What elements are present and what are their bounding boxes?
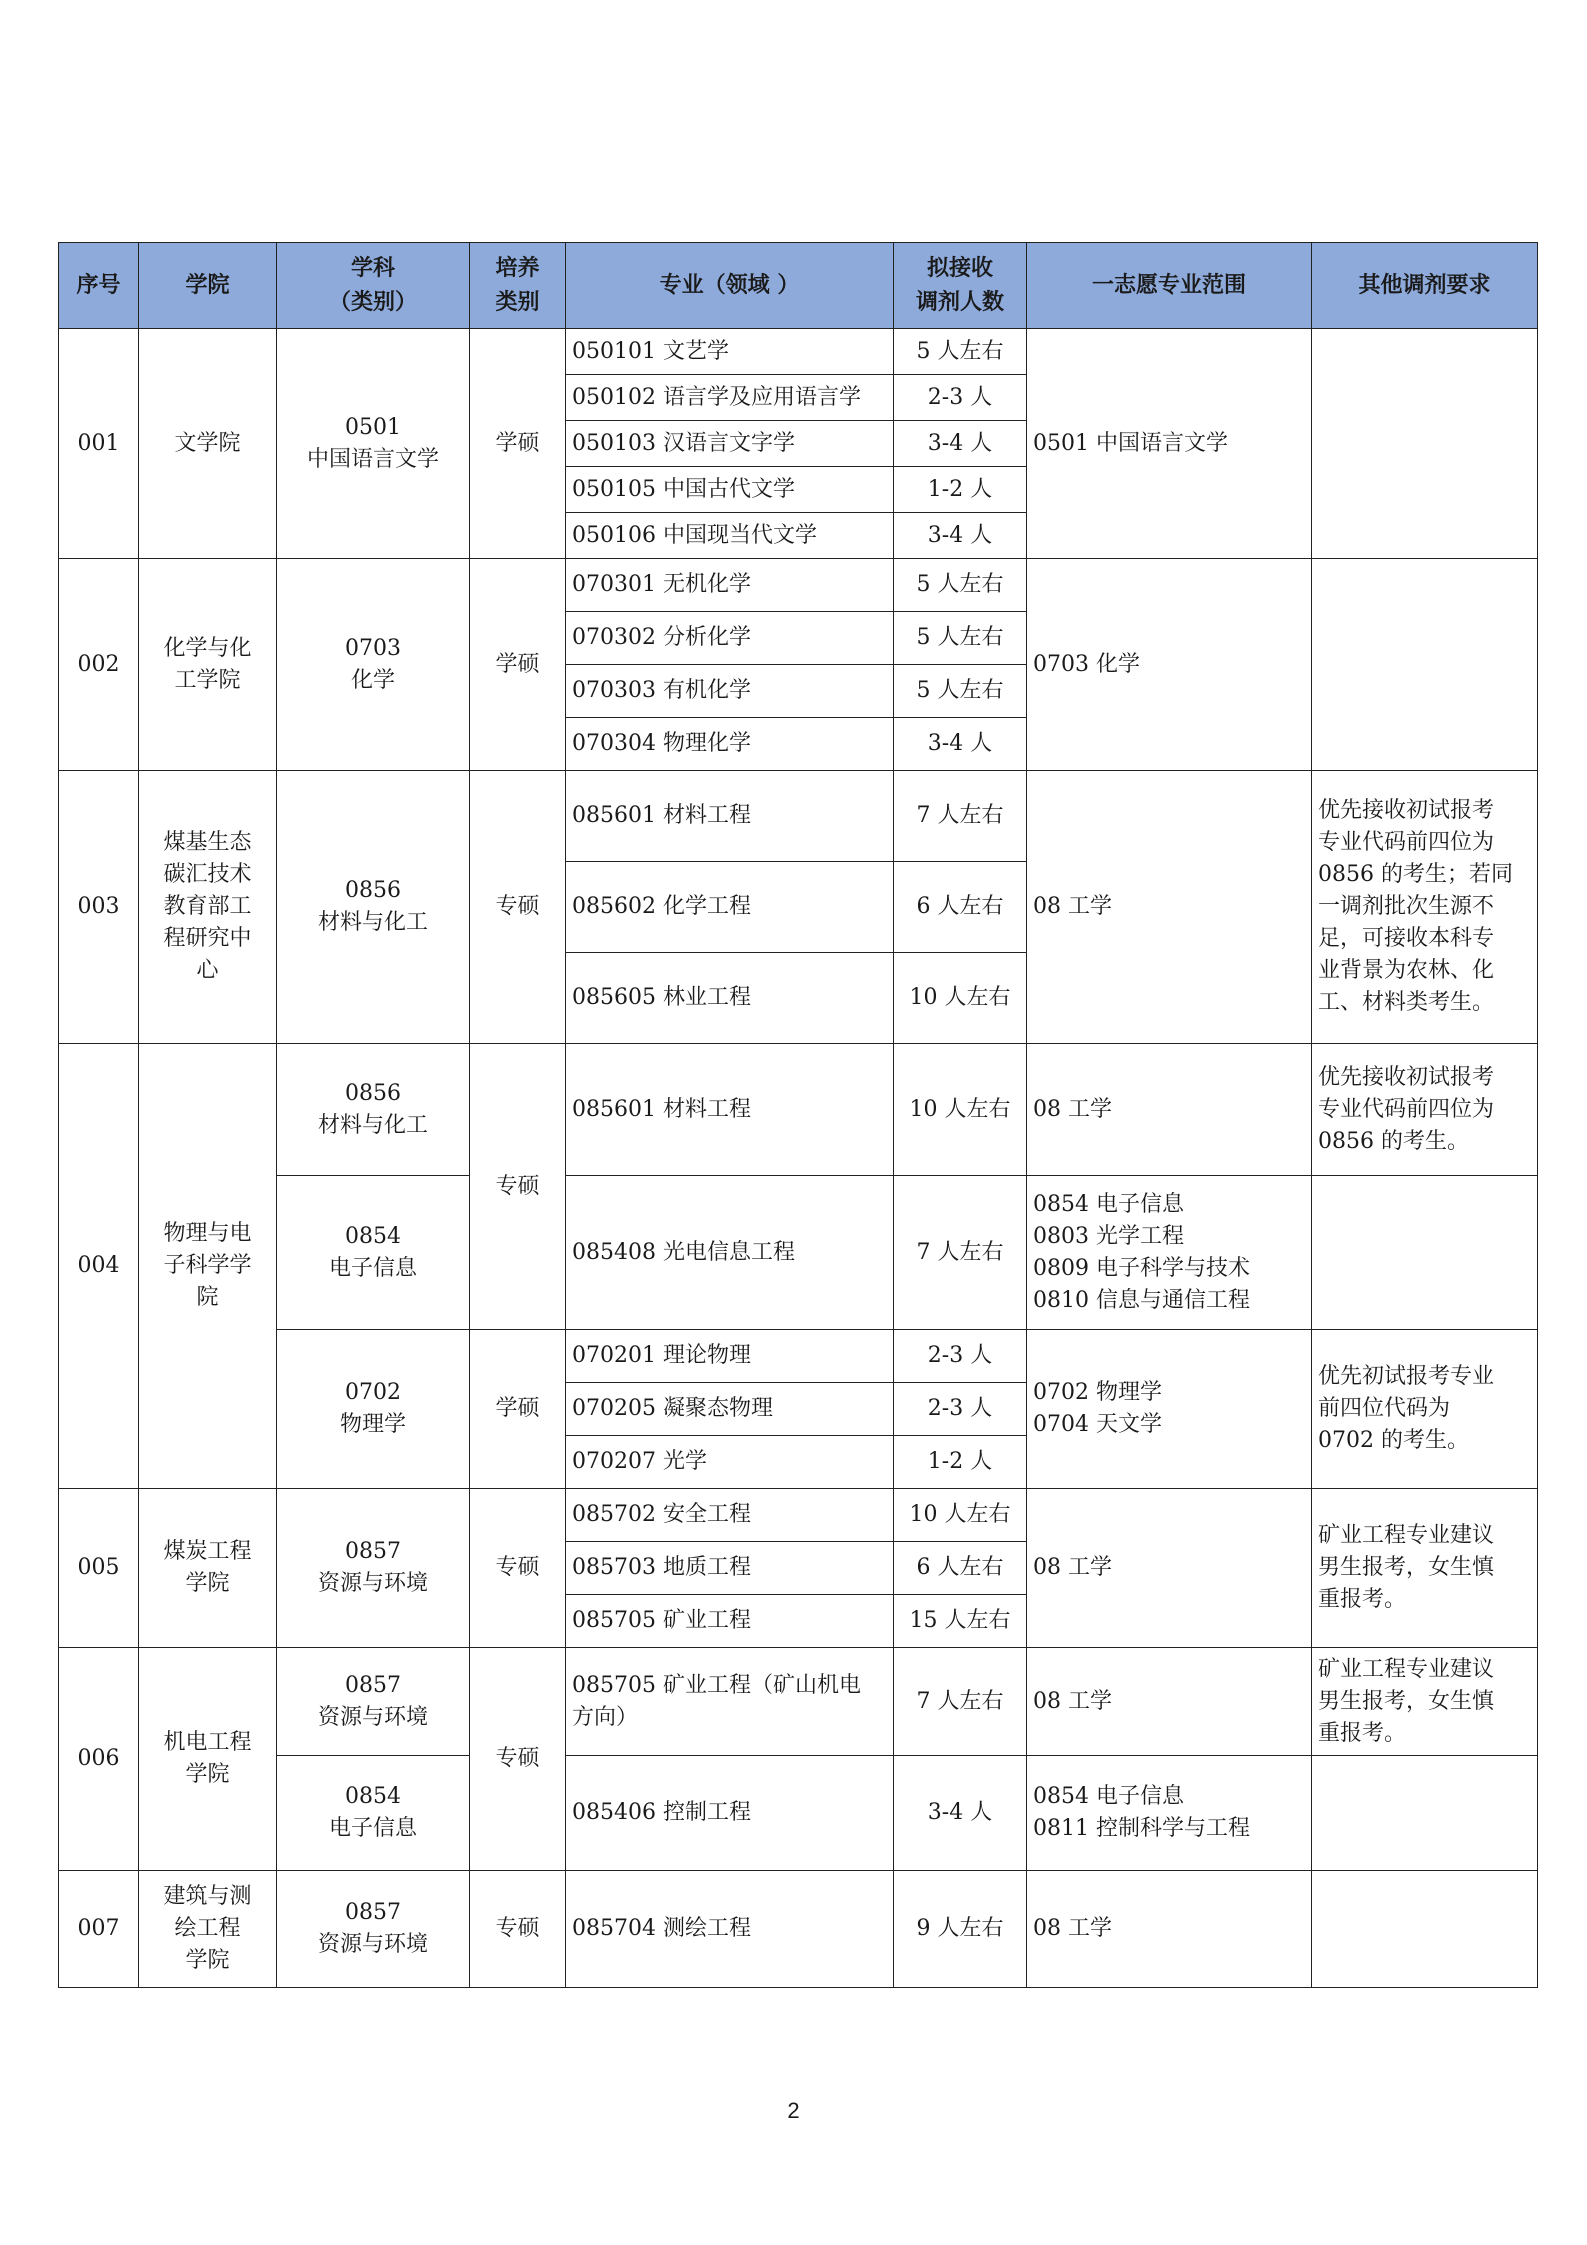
major-cell: 085601 材料工程 [566, 1044, 894, 1176]
table-row [59, 1176, 1538, 1330]
scope-cell: 08 工学 [1027, 1489, 1312, 1648]
header-index: 序号 [59, 243, 139, 329]
major-cell: 070201 理论物理 [566, 1330, 894, 1383]
requirement-cell [1312, 559, 1538, 771]
subject-cell: 0856 材料与化工 [277, 771, 470, 1044]
subject-cell: 0501 中国语言文学 [277, 329, 470, 559]
scope-cell: 0702 物理学 0704 天文学 [1027, 1330, 1312, 1489]
table-row [59, 1871, 1538, 1988]
count-cell: 5 人左右 [894, 665, 1027, 718]
training-type-cell: 专硕 [470, 771, 566, 1044]
major-cell: 070303 有机化学 [566, 665, 894, 718]
major-cell: 085704 测绘工程 [566, 1871, 894, 1988]
requirement-cell [1312, 329, 1538, 559]
major-cell: 070301 无机化学 [566, 559, 894, 612]
major-cell: 085408 光电信息工程 [566, 1176, 894, 1330]
training-type-cell: 学硕 [470, 329, 566, 559]
page-number: 2 [787, 2098, 800, 2123]
adjustment-table [58, 242, 1538, 1988]
training-type-cell: 专硕 [470, 1044, 566, 1330]
requirement-cell: 矿业工程专业建议 男生报考，女生慎 重报考。 [1312, 1648, 1538, 1756]
header-major: 专业（领域 ） [566, 243, 894, 329]
requirement-cell [1312, 1871, 1538, 1988]
count-cell: 5 人左右 [894, 329, 1027, 375]
requirement-cell: 矿业工程专业建议 男生报考，女生慎 重报考。 [1312, 1489, 1538, 1648]
header-college: 学院 [139, 243, 277, 329]
major-cell: 085703 地质工程 [566, 1542, 894, 1595]
count-cell: 10 人左右 [894, 1044, 1027, 1176]
scope-cell: 08 工学 [1027, 1648, 1312, 1756]
table-row [59, 771, 1538, 862]
scope-cell: 0703 化学 [1027, 559, 1312, 771]
table-row [59, 1489, 1538, 1542]
header-training-type: 培养 类别 [470, 243, 566, 329]
major-cell: 085602 化学工程 [566, 862, 894, 953]
subject-cell: 0857 资源与环境 [277, 1648, 470, 1756]
count-cell: 1-2 人 [894, 467, 1027, 513]
major-cell: 050101 文艺学 [566, 329, 894, 375]
training-type-cell: 学硕 [470, 1330, 566, 1489]
major-cell: 050105 中国古代文学 [566, 467, 894, 513]
requirement-cell: 优先初试报考专业 前四位代码为 0702 的考生。 [1312, 1330, 1538, 1489]
major-cell: 050102 语言学及应用语言学 [566, 375, 894, 421]
row-index: 004 [59, 1044, 139, 1489]
requirement-cell: 优先接收初试报考 专业代码前四位为 0856 的考生；若同 一调剂批次生源不 足，可接收本科专 业背景为农林、化 工、材料类考生。 [1312, 771, 1538, 1044]
subject-cell: 0856 材料与化工 [277, 1044, 470, 1176]
header-row [59, 243, 1538, 329]
training-type-cell: 专硕 [470, 1648, 566, 1871]
table-row [59, 1648, 1538, 1756]
major-cell: 050103 汉语言文字学 [566, 421, 894, 467]
row-index: 007 [59, 1871, 139, 1988]
major-cell: 070304 物理化学 [566, 718, 894, 771]
count-cell: 7 人左右 [894, 1648, 1027, 1756]
count-cell: 7 人左右 [894, 771, 1027, 862]
scope-cell: 08 工学 [1027, 771, 1312, 1044]
count-cell: 15 人左右 [894, 1595, 1027, 1648]
major-cell: 070205 凝聚态物理 [566, 1383, 894, 1436]
table-row [59, 329, 1538, 375]
scope-cell: 0854 电子信息 0811 控制科学与工程 [1027, 1756, 1312, 1871]
subject-cell: 0703 化学 [277, 559, 470, 771]
count-cell: 3-4 人 [894, 718, 1027, 771]
count-cell: 6 人左右 [894, 862, 1027, 953]
major-cell: 085705 矿业工程（矿山机电 方向） [566, 1648, 894, 1756]
row-index: 002 [59, 559, 139, 771]
major-cell: 085406 控制工程 [566, 1756, 894, 1871]
count-cell: 2-3 人 [894, 1330, 1027, 1383]
college-cell: 建筑与测 绘工程 学院 [139, 1871, 277, 1988]
count-cell: 3-4 人 [894, 421, 1027, 467]
major-cell: 085601 材料工程 [566, 771, 894, 862]
subject-cell: 0854 电子信息 [277, 1176, 470, 1330]
major-cell: 070207 光学 [566, 1436, 894, 1489]
subject-cell: 0857 资源与环境 [277, 1489, 470, 1648]
college-cell: 煤炭工程 学院 [139, 1489, 277, 1648]
count-cell: 10 人左右 [894, 953, 1027, 1044]
scope-cell: 08 工学 [1027, 1044, 1312, 1176]
header-count: 拟接收 调剂人数 [894, 243, 1027, 329]
training-type-cell: 专硕 [470, 1871, 566, 1988]
row-index: 006 [59, 1648, 139, 1871]
table-row [59, 1756, 1538, 1871]
college-cell: 文学院 [139, 329, 277, 559]
table-row [59, 1330, 1538, 1383]
college-cell: 煤基生态 碳汇技术 教育部工 程研究中 心 [139, 771, 277, 1044]
requirement-cell [1312, 1756, 1538, 1871]
count-cell: 6 人左右 [894, 1542, 1027, 1595]
count-cell: 5 人左右 [894, 612, 1027, 665]
college-cell: 物理与电 子科学学 院 [139, 1044, 277, 1489]
count-cell: 7 人左右 [894, 1176, 1027, 1330]
count-cell: 1-2 人 [894, 1436, 1027, 1489]
table-row [59, 559, 1538, 612]
major-cell: 085705 矿业工程 [566, 1595, 894, 1648]
subject-cell: 0702 物理学 [277, 1330, 470, 1489]
count-cell: 2-3 人 [894, 375, 1027, 421]
scope-cell: 08 工学 [1027, 1871, 1312, 1988]
count-cell: 3-4 人 [894, 513, 1027, 559]
row-index: 005 [59, 1489, 139, 1648]
requirement-cell: 优先接收初试报考 专业代码前四位为 0856 的考生。 [1312, 1044, 1538, 1176]
count-cell: 10 人左右 [894, 1489, 1027, 1542]
header-first-choice-scope: 一志愿专业范围 [1027, 243, 1312, 329]
college-cell: 化学与化 工学院 [139, 559, 277, 771]
requirement-cell [1312, 1176, 1538, 1330]
header-other-requirements: 其他调剂要求 [1312, 243, 1538, 329]
training-type-cell: 专硕 [470, 1489, 566, 1648]
count-cell: 2-3 人 [894, 1383, 1027, 1436]
row-index: 001 [59, 329, 139, 559]
college-cell: 机电工程 学院 [139, 1648, 277, 1871]
subject-cell: 0854 电子信息 [277, 1756, 470, 1871]
count-cell: 3-4 人 [894, 1756, 1027, 1871]
major-cell: 085702 安全工程 [566, 1489, 894, 1542]
header-subject: 学科 （类别） [277, 243, 470, 329]
subject-cell: 0857 资源与环境 [277, 1871, 470, 1988]
count-cell: 9 人左右 [894, 1871, 1027, 1988]
scope-cell: 0854 电子信息 0803 光学工程 0809 电子科学与技术 0810 信息与通信工程 [1027, 1176, 1312, 1330]
major-cell: 085605 林业工程 [566, 953, 894, 1044]
table-row [59, 1044, 1538, 1176]
scope-cell: 0501 中国语言文学 [1027, 329, 1312, 559]
row-index: 003 [59, 771, 139, 1044]
training-type-cell: 学硕 [470, 559, 566, 771]
major-cell: 070302 分析化学 [566, 612, 894, 665]
major-cell: 050106 中国现当代文学 [566, 513, 894, 559]
count-cell: 5 人左右 [894, 559, 1027, 612]
